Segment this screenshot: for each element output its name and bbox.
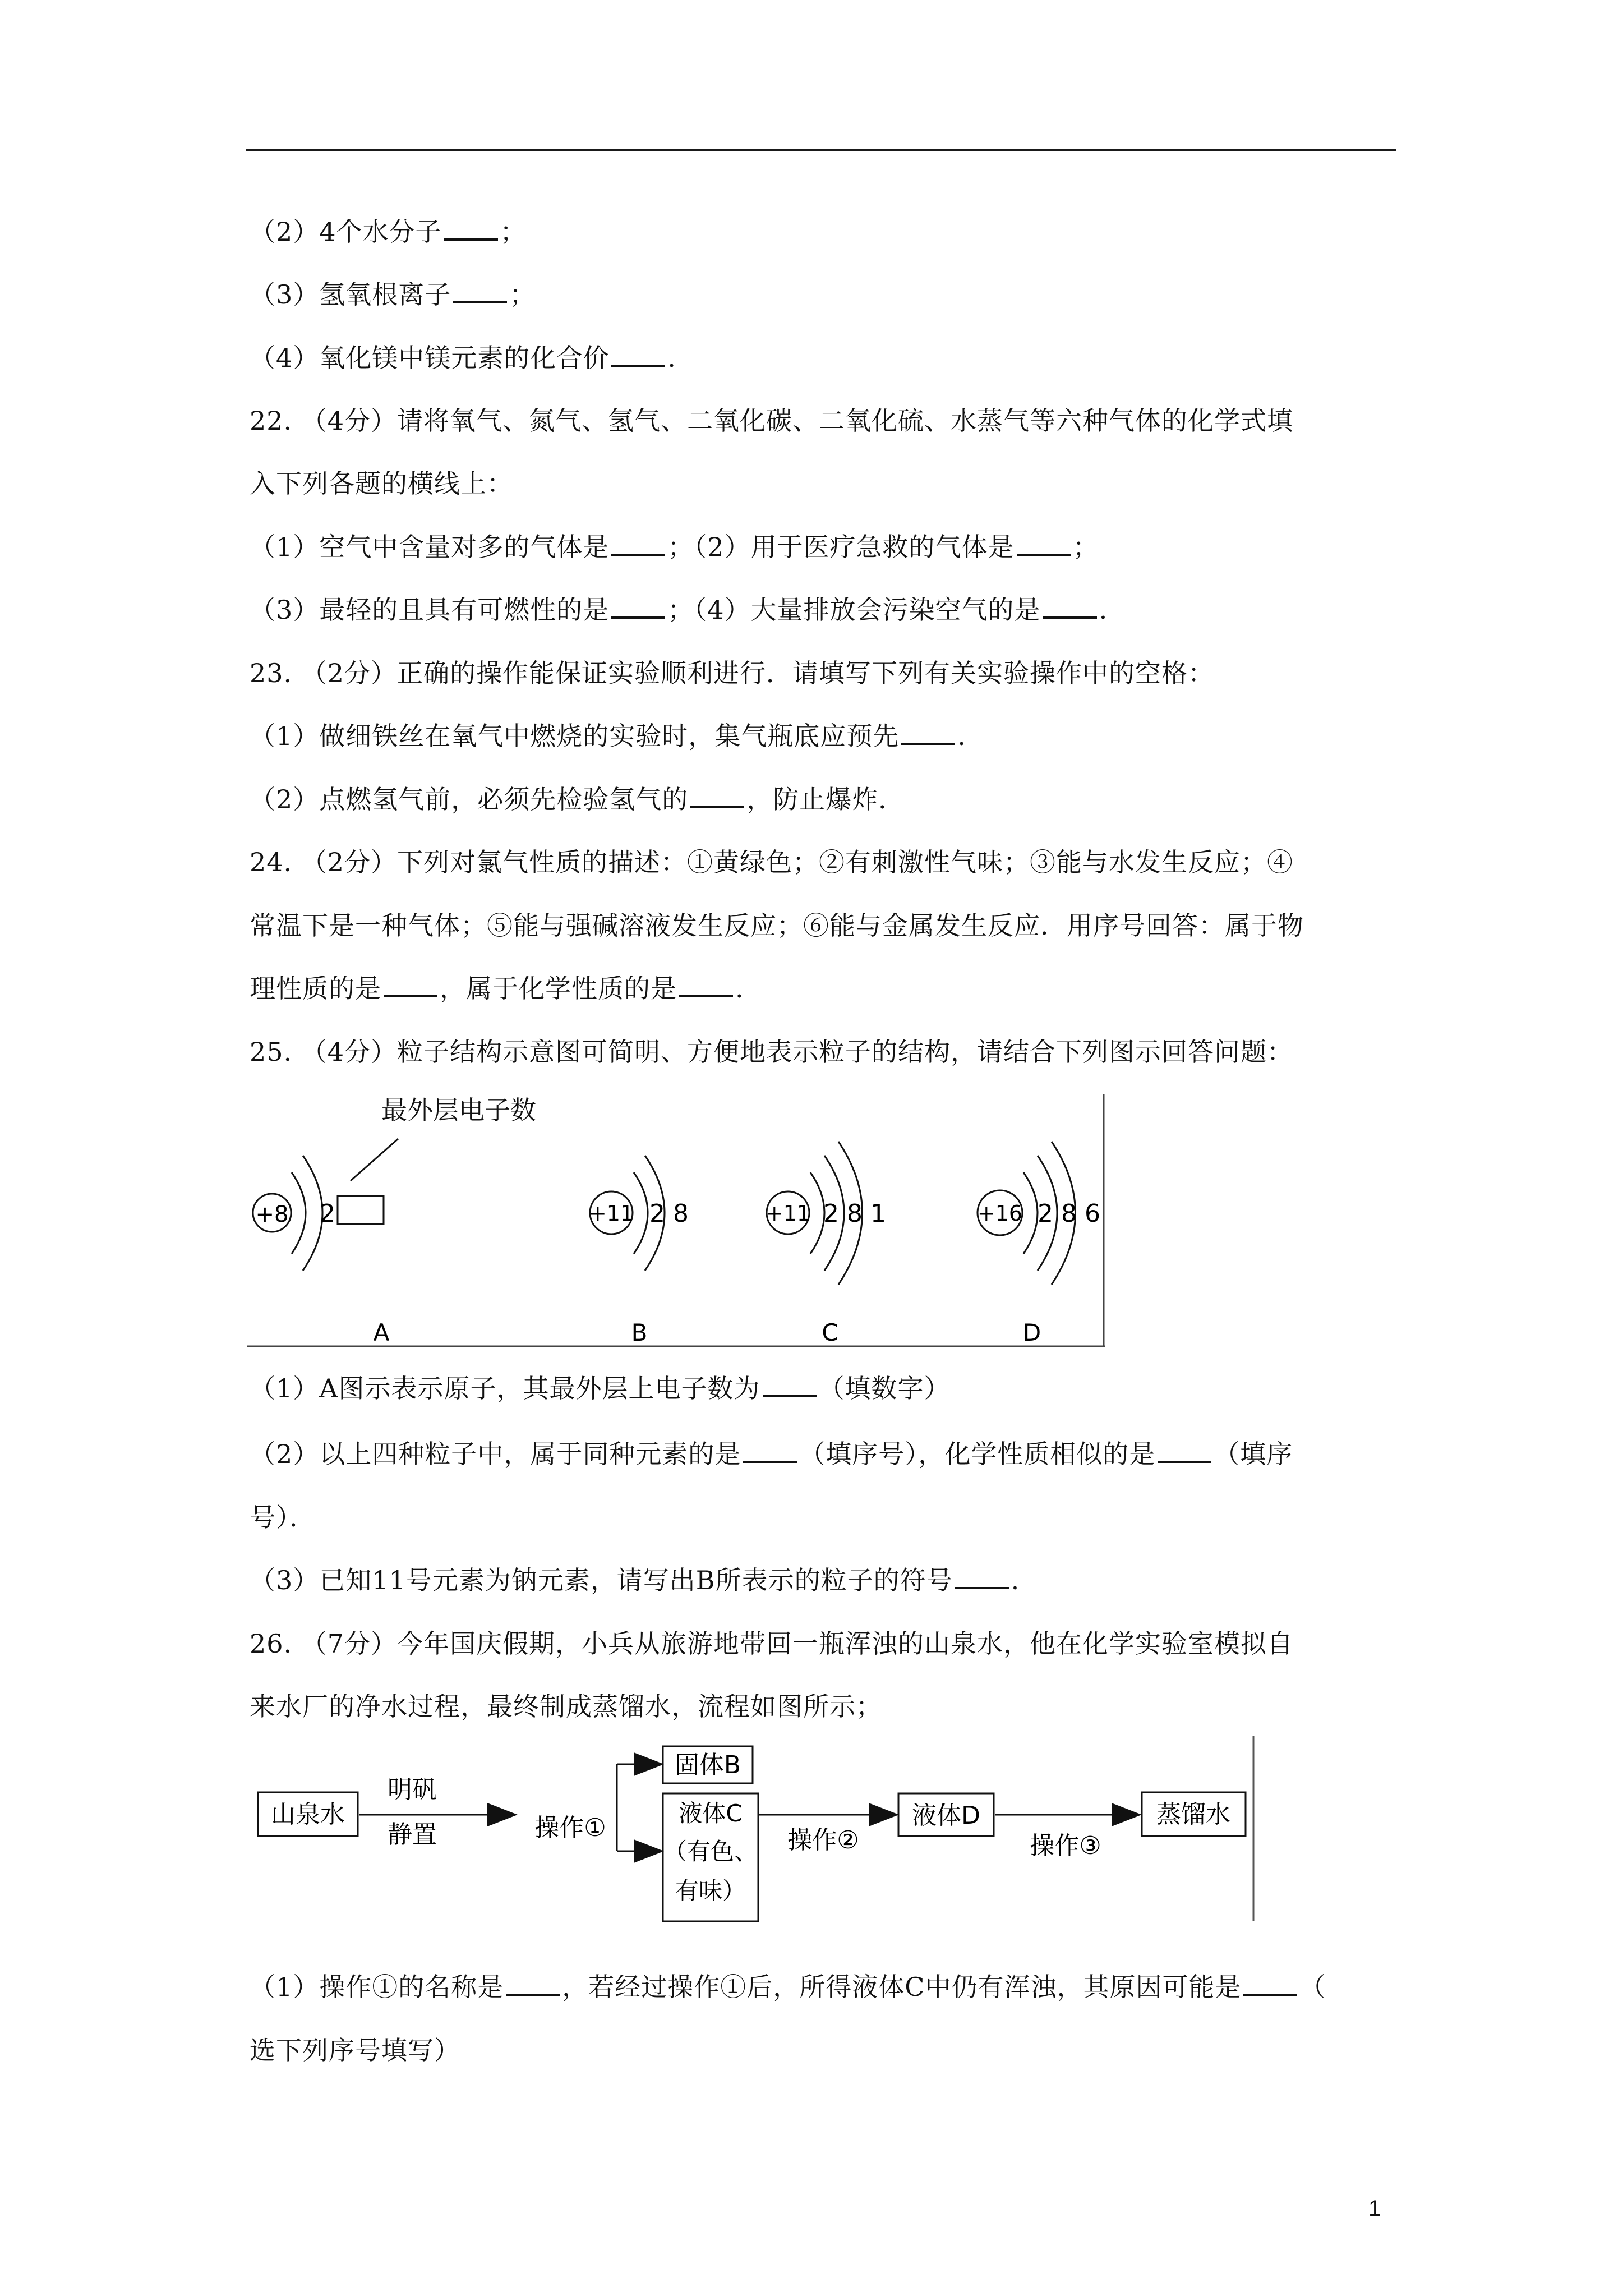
svg-text:固体B: 固体B (674, 1751, 741, 1779)
q24-stem-line3: 理性质的是 ，属于化学性质的是 . (250, 973, 744, 1004)
answer-blank[interactable] (1043, 597, 1097, 619)
q23-stem: 23. （2分）正确的操作能保证实验顺利进行．请填写下列有关实验操作中的空格： (250, 658, 1215, 688)
q25-part2: （2）以上四种粒子中，属于同种元素的是 （填序号），化学性质相似的是 （填序 (250, 1439, 1293, 1469)
atom-C (766, 1142, 886, 1346)
svg-text:蒸馏水: 蒸馏水 (1156, 1800, 1230, 1829)
q22-parts-1-2: （1）空气中含量对多的气体是 ；（2）用于医疗急救的气体是 ； (250, 532, 1099, 562)
svg-text:山泉水: 山泉水 (271, 1800, 345, 1829)
svg-text:液体C: 液体C (679, 1800, 743, 1827)
q25-part3: （3）已知11号元素为钠元素，请写出B所表示的粒子的符号 . (250, 1565, 1020, 1595)
shells-C: 2 8 1 (823, 1199, 886, 1228)
q21-part2: （2）4个水分子 ； (250, 217, 527, 247)
q26-part1: （1）操作①的名称是 ，若经过操作①后，所得液体C中仍有浑浊，其原因可能是 （ (250, 1972, 1326, 2002)
label-A: A (373, 1319, 390, 1346)
q23-part1: （1）做细铁丝在氧气中燃烧的实验时，集气瓶底应预先 . (250, 721, 966, 751)
header-rule (246, 149, 1396, 151)
label-D: D (1022, 1319, 1041, 1346)
answer-blank[interactable] (690, 787, 744, 808)
q26-stem-line2: 来水厂的净水过程，最终制成蒸馏水，流程如图所示； (250, 1691, 882, 1722)
atom-D (978, 1142, 1100, 1346)
page-number: 1 (1368, 2196, 1381, 2221)
q22-stem-line1: 22. （4分）请将氧气、氮气、氢气、二氧化碳、二氧化硫、水蒸气等六种气体的化学式填 (250, 406, 1294, 436)
answer-blank[interactable] (611, 597, 665, 619)
q21-part4: （4）氧化镁中镁元素的化合价 . (250, 343, 676, 373)
answer-blank[interactable] (611, 535, 665, 556)
shells-A: 2 (320, 1199, 335, 1228)
answer-blank[interactable] (453, 282, 507, 303)
label-C: C (822, 1319, 838, 1346)
answer-blank[interactable] (611, 346, 665, 367)
answer-blank[interactable] (955, 1568, 1009, 1589)
q25-part2-cont: 号）． (250, 1502, 316, 1533)
label-op3: 操作③ (1030, 1832, 1101, 1860)
outer-electron-box[interactable] (338, 1196, 384, 1224)
nucleus-A: +8 (255, 1202, 289, 1227)
outer-electron-label: 最外层电子数 (381, 1095, 536, 1125)
q26-part1-cont: 选下列序号填写） (250, 2035, 460, 2065)
answer-blank[interactable] (1243, 1975, 1297, 1996)
water-purification-flowchart (247, 1736, 1267, 1927)
svg-text:有味）: 有味） (675, 1877, 746, 1904)
answer-blank[interactable] (506, 1975, 560, 1996)
answer-blank[interactable] (1158, 1442, 1211, 1463)
nucleus-B: +11 (588, 1201, 634, 1226)
answer-blank[interactable] (743, 1442, 797, 1463)
answer-blank[interactable] (384, 976, 437, 997)
atom-structure-diagram (247, 1094, 1110, 1352)
nucleus-D: +16 (977, 1201, 1023, 1226)
q22-stem-line2: 入下列各题的横线上： (250, 468, 513, 499)
q25-stem: 25. （4分）粒子结构示意图可简明、方便地表示粒子的结构，请结合下列图示回答问题： (250, 1037, 1294, 1067)
answer-blank[interactable] (901, 724, 955, 745)
label-settle: 静置 (388, 1820, 437, 1849)
q21-part3: （3）氢氧根离子 ； (250, 279, 536, 310)
answer-blank[interactable] (1017, 535, 1071, 556)
shells-D: 2 8 6 (1038, 1199, 1100, 1228)
svg-text:（有色、: （有色、 (663, 1838, 758, 1865)
nucleus-C: +11 (765, 1201, 811, 1226)
atom-A (253, 1156, 390, 1346)
label-op2: 操作② (787, 1826, 859, 1855)
q22-parts-3-4: （3）最轻的且具有可燃性的是 ；（4）大量排放会污染空气的是 . (250, 595, 1108, 625)
q26-stem-line1: 26. （7分）今年国庆假期，小兵从旅游地带回一瓶浑浊的山泉水，他在化学实验室模拟自 (250, 1628, 1294, 1659)
q24-stem-line2: 常温下是一种气体；⑤能与强碱溶液发生反应；⑥能与金属发生反应．用序号回答：属于物 (250, 910, 1304, 941)
answer-blank[interactable] (679, 976, 733, 997)
label-op1: 操作① (534, 1814, 606, 1842)
shells-B: 2 8 (649, 1199, 689, 1228)
answer-blank[interactable] (444, 219, 498, 241)
q24-stem-line1: 24. （2分）下列对氯气性质的描述：①黄绿色；②有刺激性气味；③能与水发生反应；④ (250, 847, 1294, 877)
label-B: B (631, 1319, 648, 1346)
atom-B (589, 1156, 689, 1346)
answer-blank[interactable] (763, 1376, 817, 1397)
q23-part2: （2）点燃氢气前，必须先检验氢气的 ，防止爆炸． (250, 784, 905, 815)
q25-part1: （1）A图示表示原子，其最外层上电子数为 （填数字） (250, 1373, 951, 1404)
svg-text:液体D: 液体D (912, 1801, 980, 1830)
label-alum: 明矾 (388, 1775, 437, 1804)
